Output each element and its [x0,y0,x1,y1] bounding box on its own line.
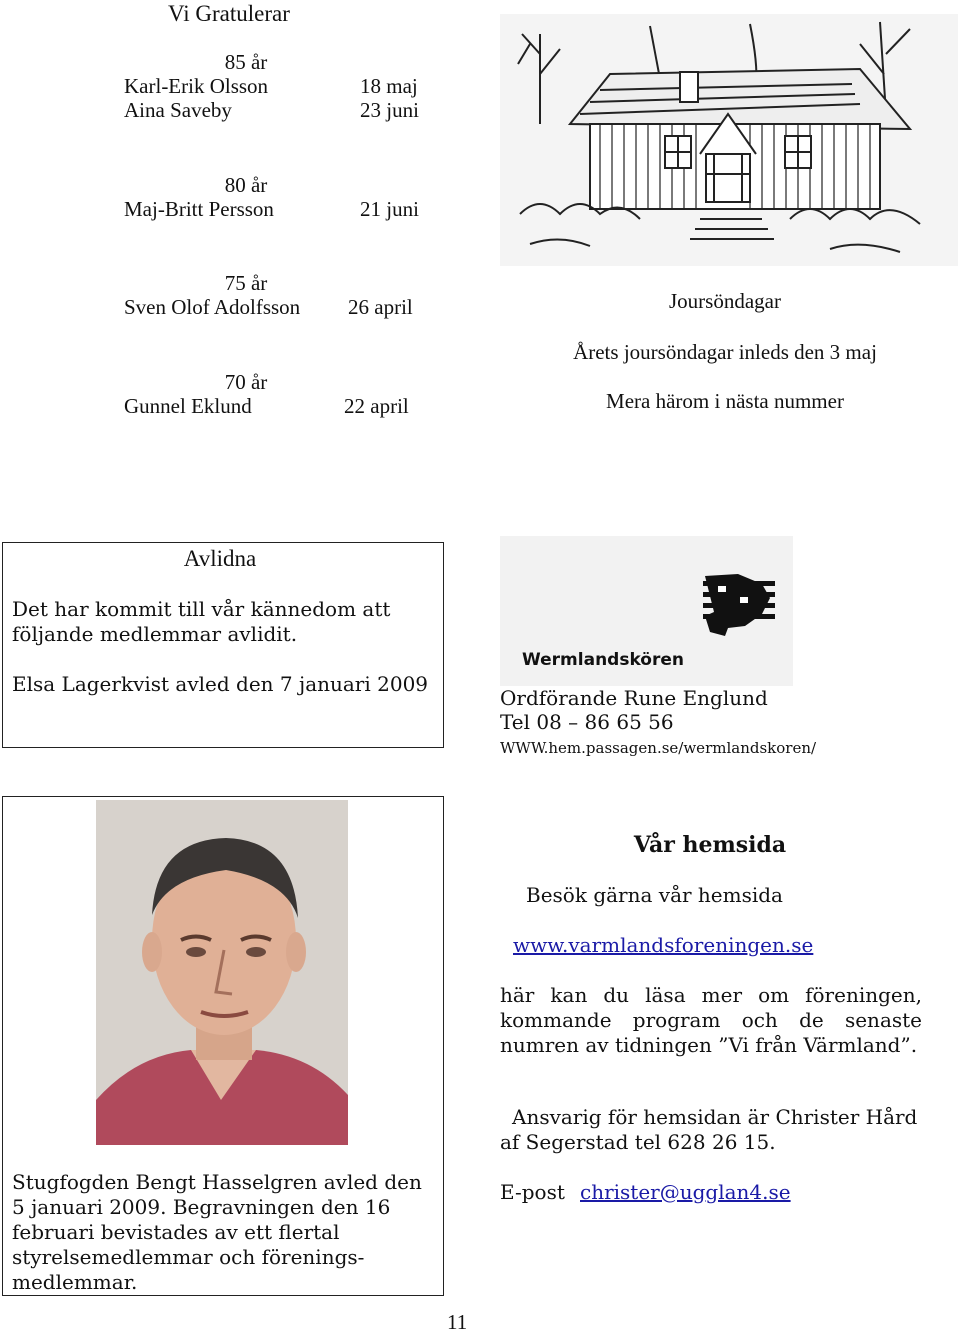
koren-url: WWW.hem.passagen.se/wermlandskoren/ [500,739,817,757]
congrats-name: Karl-Erik Olsson [124,74,269,98]
w-logo-icon [500,536,793,686]
cottage-illustration [500,14,958,266]
jours-line1: Årets joursöndagar inleds den 3 maj [573,340,877,364]
congrats-title: Vi Gratulerar [168,1,290,26]
koren-chair: Ordförande Rune Englund [500,686,768,710]
page-number: 11 [447,1310,468,1334]
age-75: 75 år [224,271,268,295]
avlidna-title: Avlidna [183,546,257,571]
wermlandskoren-logo [500,536,793,686]
congrats-date: 23 juni [360,98,419,122]
hemsida-responsible: Ansvarig för hemsidan är Christer Hård af Segerstad tel 628 26 15. [500,1105,918,1154]
jours-title: Joursöndagar [669,289,781,313]
stugfogden-text: Stugfogden Bengt Hasselgren avled den 5 januari 2009. Begravningen den 16 februari bevistades av ett flertal styrelsemedlemmar och förenings-medlemmar. [12,1170,422,1294]
congrats-name: Aina Saveby [124,98,232,122]
hemsida-body: här kan du läsa mer om föreningen, kommande program och de senaste numren av tidningen ”Vi från Värmland”. [500,983,922,1057]
cottage-drawing [500,14,958,266]
hemsida-title: Vår hemsida [633,832,787,858]
age-85: 85 år [224,50,268,74]
avlidna-intro: Det har kommit till vår kännedom att följande medlemmar avlidit. [12,597,391,646]
congrats-date: 21 juni [360,197,419,221]
age-80: 80 år [224,173,268,197]
portrait-icon [96,800,348,1145]
jours-line2: Mera härom i nästa nummer [606,389,844,413]
koren-tel: Tel 08 – 86 65 56 [500,710,674,734]
congrats-date: 18 maj [360,74,418,98]
congrats-name: Gunnel Eklund [124,394,252,418]
congrats-date: 26 april [348,295,413,319]
portrait-photo [96,800,348,1145]
email-label: E-post [500,1180,565,1204]
congrats-date: 22 april [344,394,409,418]
avlidna-entry: Elsa Lagerkvist avled den 7 januari 2009 [12,672,429,696]
koren-logo-text: Wermlandskören [522,650,685,670]
website-link[interactable]: www.varmlandsforeningen.se [513,933,814,957]
age-70: 70 år [224,370,268,394]
email-link[interactable]: christer@ugglan4.se [580,1180,791,1204]
congrats-name: Sven Olof Adolfsson [124,295,301,319]
hemsida-visit: Besök gärna vår hemsida [526,883,783,907]
congrats-name: Maj-Britt Persson [124,197,274,221]
